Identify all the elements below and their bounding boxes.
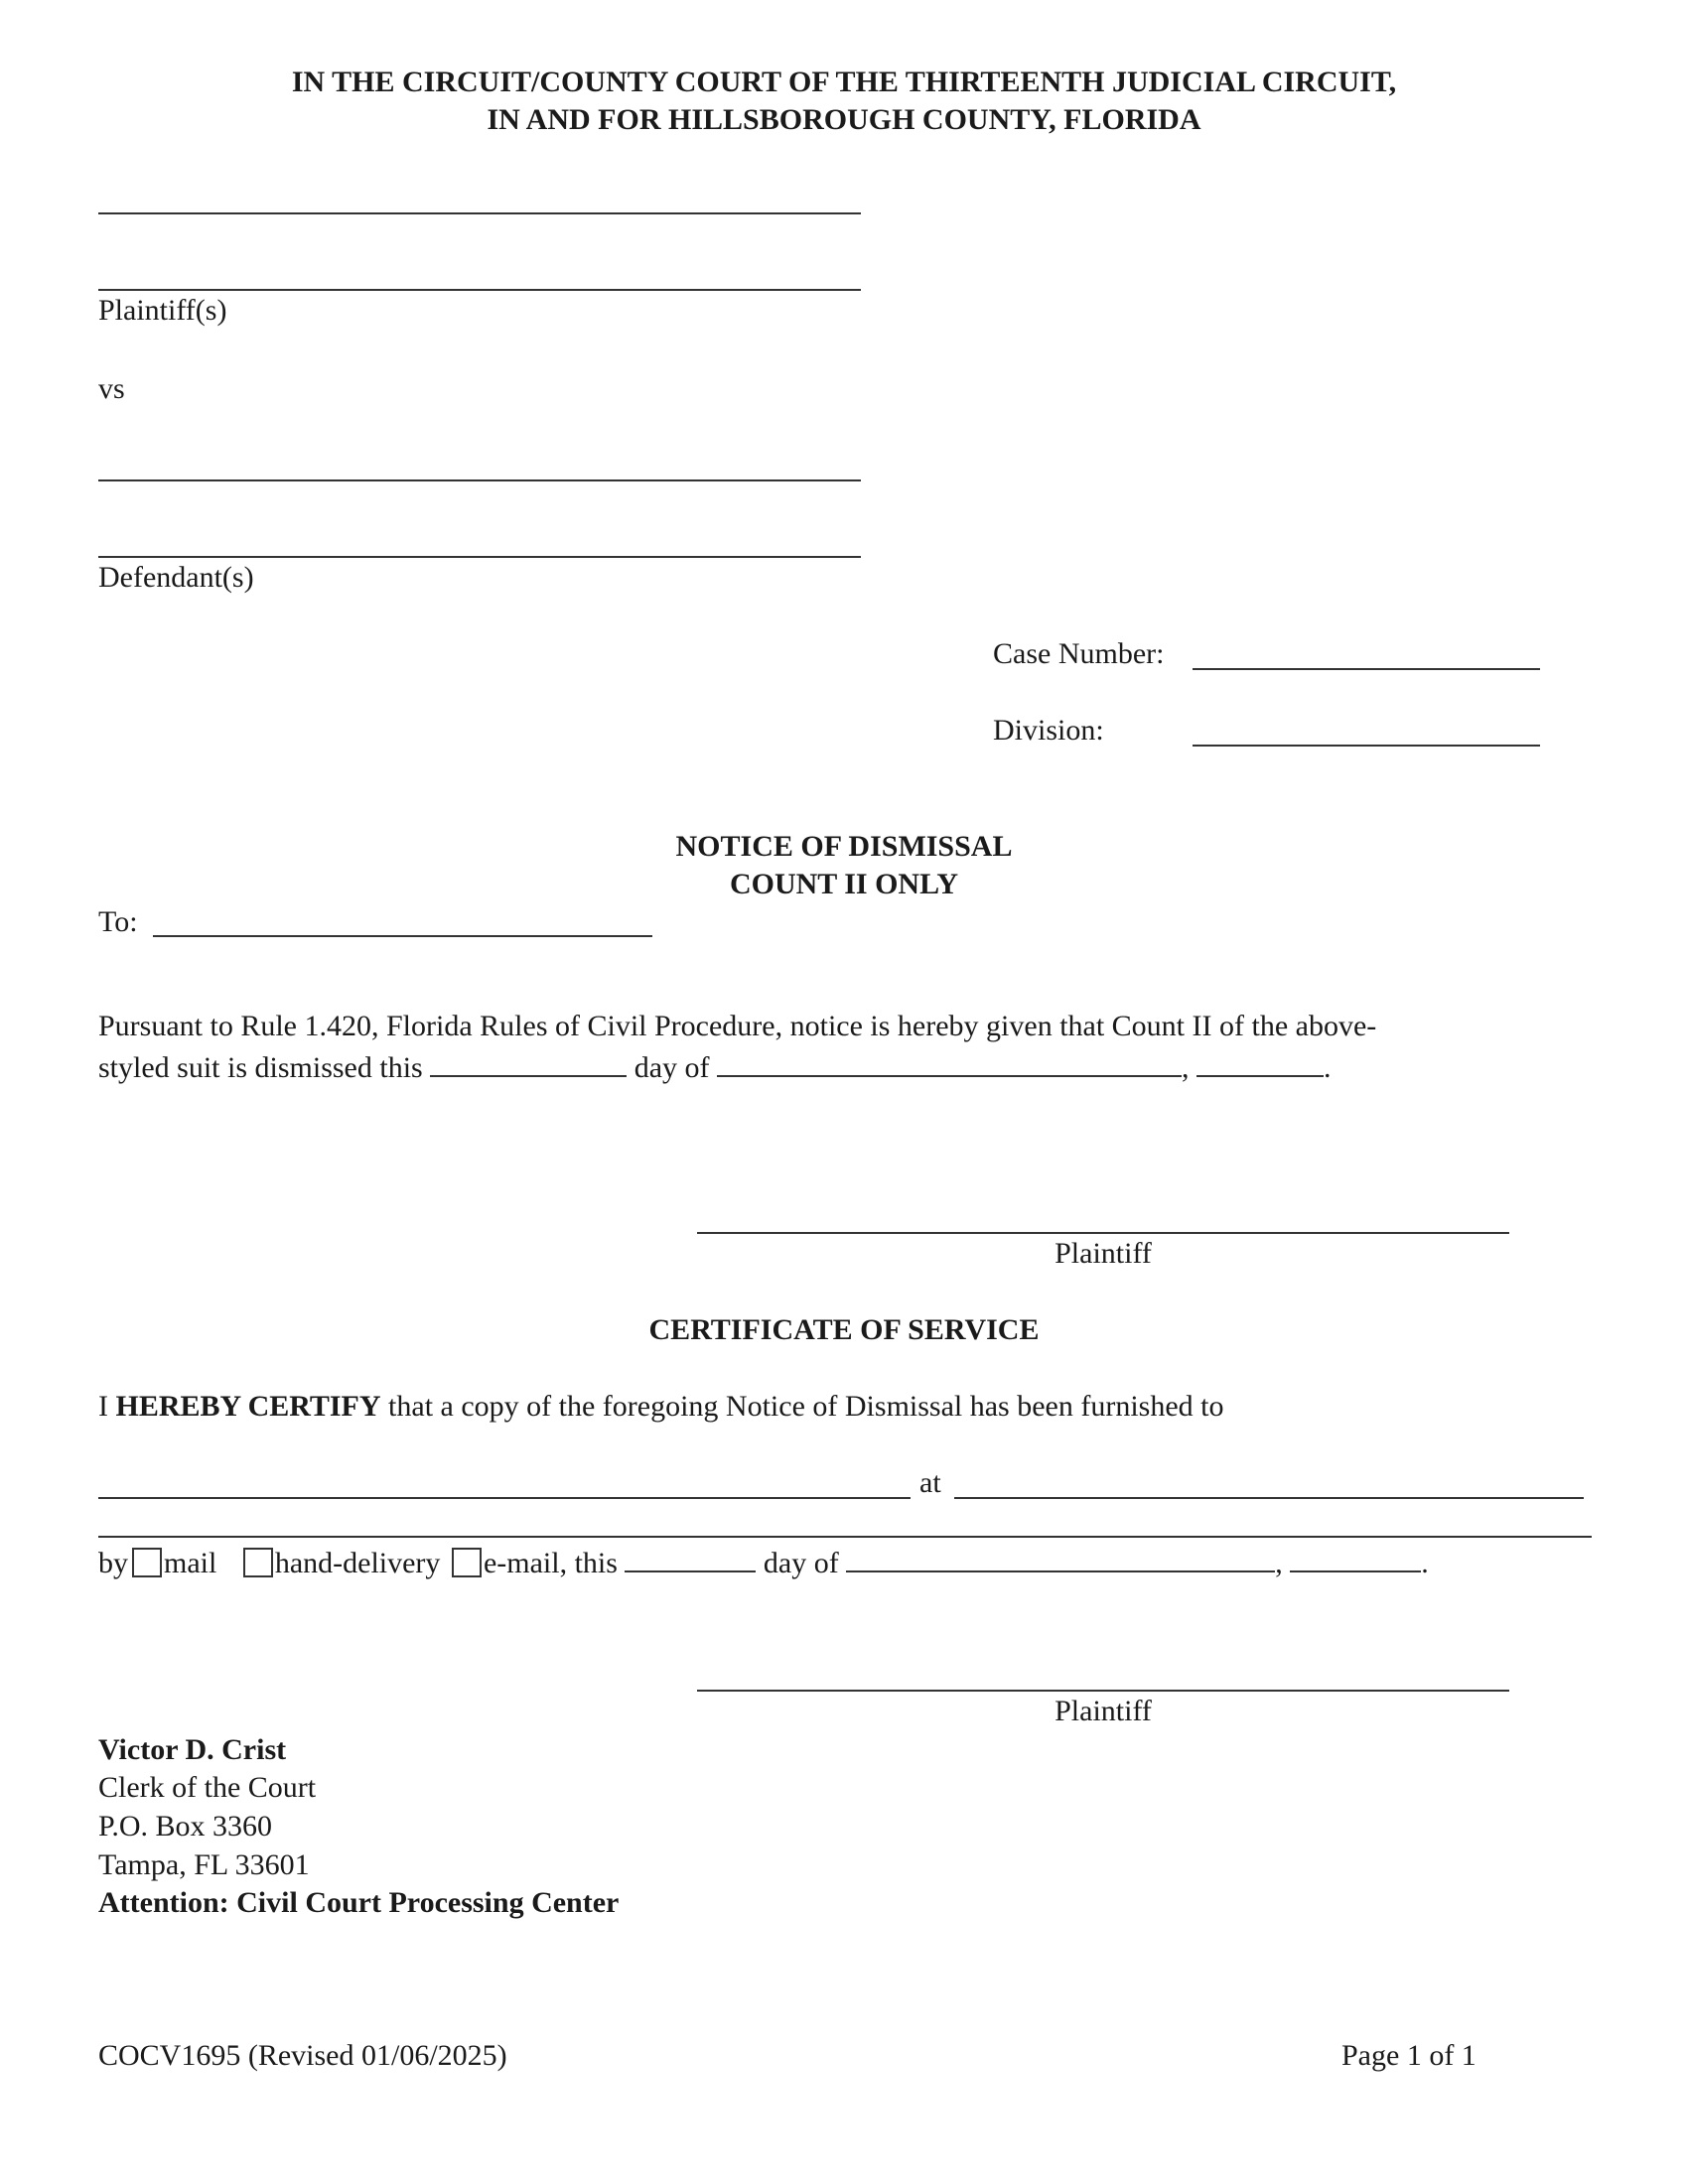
court-header-line1: IN THE CIRCUIT/COUNTY COURT OF THE THIRTEENTH JUDICIAL CIRCUIT, [291,66,1397,98]
service-period: . [1421,1547,1429,1579]
division-label: Division: [993,714,1104,747]
hand-delivery-label: hand-delivery [274,1547,441,1579]
certificate-title: CERTIFICATE OF SERVICE [648,1313,1040,1346]
case-number-field[interactable] [1193,668,1540,670]
plaintiff-signature-line-2[interactable] [697,1690,1509,1692]
certificate-i: I [98,1390,108,1423]
certificate-rest: that a copy of the foregoing Notice of Dismissal has been furnished to [388,1390,1224,1423]
signature1-label: Plaintiff [1055,1237,1152,1270]
defendant-label: Defendant(s) [98,561,254,594]
at-label: at [919,1466,941,1499]
mail-label: mail [164,1547,217,1579]
by-label: by [98,1547,128,1579]
body-comma: , [1182,1051,1190,1084]
certificate-hereby-certify: HEREBY CERTIFY [115,1390,381,1423]
clerk-po-box: P.O. Box 3360 [98,1810,273,1843]
service-day-field[interactable] [625,1545,756,1572]
signature2-label: Plaintiff [1055,1695,1152,1727]
served-address-field[interactable] [954,1497,1584,1499]
plaintiff-signature-line-1[interactable] [697,1232,1509,1234]
notice-title-line1: NOTICE OF DISMISSAL [675,830,1013,863]
notice-title-line2: COUNT II ONLY [729,868,959,900]
division-field[interactable] [1193,745,1540,747]
defendant-line-1[interactable] [98,479,861,481]
page-number: Page 1 of 1 [1341,2039,1477,2072]
body-day-of-text: day of [633,1051,710,1084]
court-header-line2: IN AND FOR HILLSBOROUGH COUNTY, FLORIDA [487,103,1201,136]
defendant-line-2[interactable] [98,556,861,558]
clerk-attention: Attention: Civil Court Processing Center [98,1886,620,1919]
plaintiff-label: Plaintiff(s) [98,294,227,327]
service-month-field[interactable] [846,1545,1275,1572]
body-period: . [1324,1051,1332,1084]
form-id: COCV1695 (Revised 01/06/2025) [98,2039,507,2072]
dismissal-year-field[interactable] [1196,1049,1324,1077]
service-method-row [98,1545,1429,1578]
served-address-field-2[interactable] [98,1536,1592,1538]
to-label: To: [98,905,138,938]
plaintiff-line-2[interactable] [98,289,861,291]
vs-label: vs [98,372,125,405]
plaintiff-line-1[interactable] [98,212,861,214]
clerk-name: Victor D. Crist [98,1733,287,1766]
clerk-city: Tampa, FL 33601 [98,1848,310,1881]
mail-checkbox[interactable] [132,1548,162,1577]
clerk-title: Clerk of the Court [98,1771,317,1804]
service-day-of-label: day of [763,1547,839,1579]
body-dismissed-text: styled suit is dismissed this [98,1051,423,1084]
dismissal-month-field[interactable] [717,1049,1182,1077]
to-field[interactable] [153,935,652,937]
served-party-field[interactable] [98,1497,911,1499]
hand-delivery-checkbox[interactable] [243,1548,273,1577]
email-checkbox[interactable] [452,1548,482,1577]
service-year-field[interactable] [1290,1545,1421,1572]
certificate-statement [98,1392,1224,1422]
body-line2 [98,1049,1332,1083]
case-number-label: Case Number: [993,637,1165,670]
body-line1: Pursuant to Rule 1.420, Florida Rules of Civil Procedure, notice is hereby given that Count II of the above- [98,1010,1377,1042]
email-this-label: e-mail, this [483,1547,618,1579]
dismissal-day-field[interactable] [430,1049,627,1077]
service-comma: , [1275,1547,1283,1579]
